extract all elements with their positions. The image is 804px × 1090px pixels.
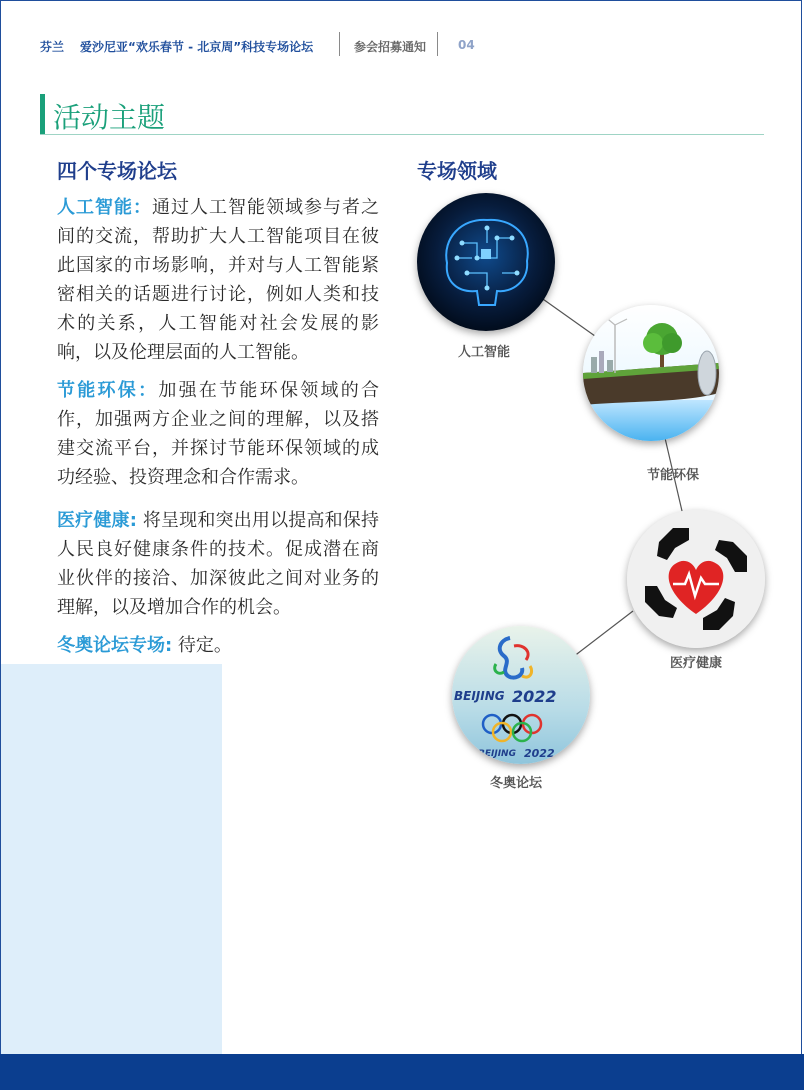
eco-bulb-icon [583, 305, 719, 441]
field-label-eco: 节能环保 [647, 468, 700, 483]
forum-label: 节能环保： [57, 380, 159, 401]
fields-diagram [400, 185, 780, 805]
header-divider [437, 32, 438, 56]
forum-label: 冬奥论坛专场: [57, 635, 173, 656]
footer-bar [0, 1054, 804, 1090]
forum-item-eco [57, 376, 379, 492]
forum-description: 加强在节能环保领域的合作，加强两方企业之间的理解，以及搭建交流平台，并探讨节能环保领域的成功经验、投资理念和合作需求。 [57, 380, 380, 488]
header-brand: 芬兰 [40, 40, 65, 54]
section-title: 活动主题 [53, 101, 166, 134]
emblem-year: 2022 [524, 747, 555, 760]
forum-description: 通过人工智能领域参与者之间的交流，帮助扩大人工智能项目在彼此国家的市场影响，并对与人工智能紧密相关的话题进行讨论，例如人类和技术的关系，人工智能对社会发展的影响，以及伦理层面的人工智能。 [57, 197, 379, 363]
beijing-2022-emblem [452, 626, 590, 764]
hands-heart-icon [627, 510, 765, 648]
emblem-city: BEIJING [478, 749, 516, 759]
forum-item-ai [57, 193, 379, 367]
section-accent-bar [40, 94, 45, 134]
ai-brain-icon [417, 193, 555, 331]
fields-heading: 专场领域 [417, 159, 497, 183]
forum-label: 人工智能： [57, 197, 152, 218]
field-label-winter-olympics: 冬奥论坛 [490, 776, 543, 791]
forums-heading: 四个专场论坛 [57, 159, 177, 183]
field-label-health: 医疗健康 [670, 656, 723, 671]
forum-label: 医疗健康: [57, 510, 137, 531]
section-divider [40, 134, 764, 135]
forum-description: 将呈现和突出用以提高和保持人民良好健康条件的技术。促成潜在商业伙伴的接洽、加深彼此之间对业务的理解，以及增加合作的机会。 [57, 510, 379, 618]
page-number: 04 [458, 38, 475, 52]
forum-item-winter-olympics [57, 631, 379, 660]
forum-item-health [57, 506, 379, 622]
header-divider [339, 32, 340, 56]
forum-description: 待定。 [172, 635, 232, 656]
emblem-year: 2022 [512, 687, 557, 706]
field-label-ai: 人工智能 [458, 345, 511, 360]
left-decor-panel [1, 664, 222, 1054]
emblem-city: BEIJING [454, 689, 505, 703]
header-section: 参会招募通知 [354, 40, 427, 54]
header-title: 爱沙尼亚“欢乐春节 - 北京周”科技专场论坛 [80, 40, 314, 54]
